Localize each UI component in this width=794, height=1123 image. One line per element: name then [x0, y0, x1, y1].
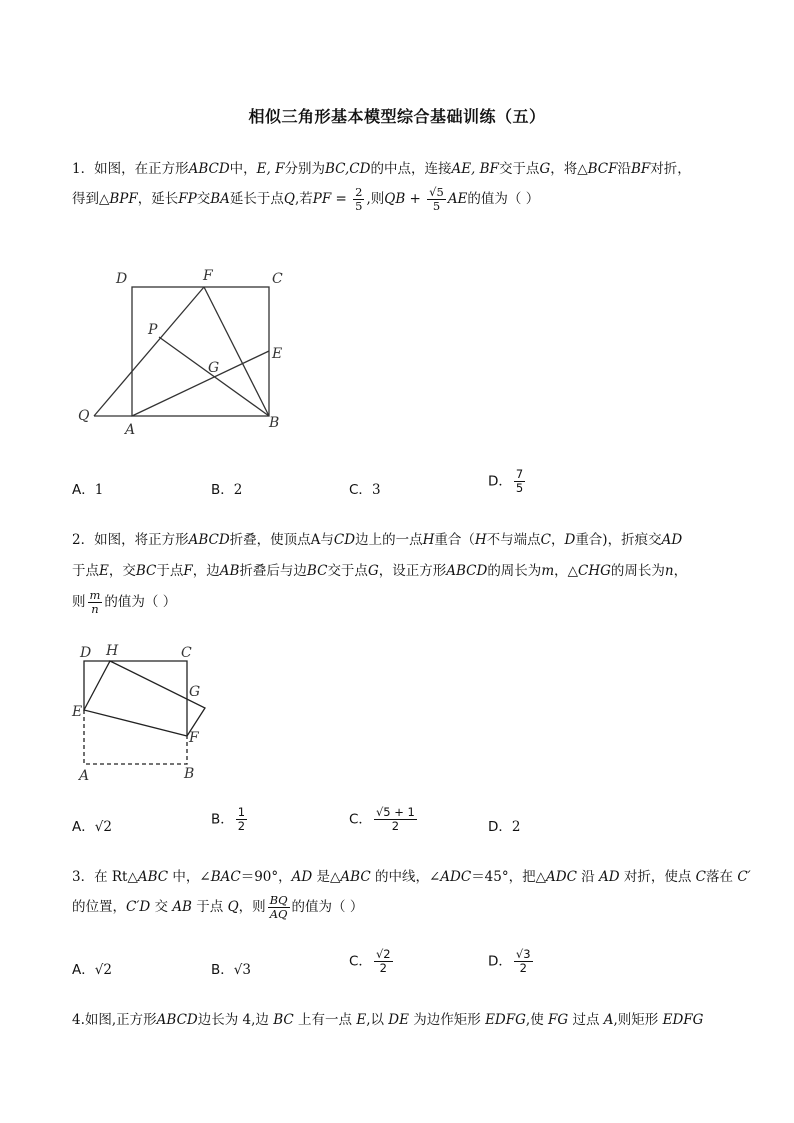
- q3-option-b[interactable]: B．√3: [211, 962, 251, 978]
- fraction: $\frac{m}{n}$: [89, 588, 101, 617]
- segment-qf: [94, 287, 204, 416]
- label-c: C: [181, 645, 192, 661]
- square-top: [84, 661, 187, 736]
- square-abcd: [132, 287, 269, 416]
- label-c: C: [272, 271, 283, 287]
- q2-line2: 于点E，交BC于点F，边AB折叠后与边BC交于点G，设正方形ABCD的周长为m，△CHG的周长为n，: [72, 563, 688, 579]
- q3-option-c[interactable]: C． $\frac{√2}{2}$: [349, 947, 391, 976]
- q1-line1: 1．如图，在正方形ABCD中，E, F分别为BC,CD的中点，连接AE, BF交于点G，将△BCF沿BF对折，: [72, 161, 691, 177]
- label-f: F: [203, 268, 213, 284]
- label-p: P: [148, 322, 158, 338]
- label-d: D: [116, 271, 128, 287]
- q1-figure: [70, 262, 300, 442]
- label-g: G: [208, 360, 220, 376]
- q1-option-b[interactable]: B．2: [211, 482, 243, 498]
- label-g: G: [189, 684, 201, 700]
- q3-option-a[interactable]: A．√2: [72, 962, 112, 978]
- page-title: 相似三角形基本模型综合基础训练（五）: [248, 107, 546, 126]
- segment-ae: [132, 351, 269, 416]
- fraction: $\frac{2}{5}$: [355, 185, 363, 214]
- q1-line2: 得到△BPF，延长FP交BA延长于点Q,若PF = $\frac{2}{5}$ ,则QB + $\frac{√5}{5}$ AE的值为（ ）: [72, 185, 540, 214]
- label-e: E: [72, 704, 83, 720]
- q2-line3: 则 $\frac{m}{n}$ 的值为（ ）: [72, 588, 177, 617]
- q3-line2: 的位置，C′D 交 AB 于点 Q，则 $\frac{BQ}{AQ}$ 的值为（ ）: [72, 893, 364, 922]
- q2-figure: [70, 640, 220, 785]
- q1-option-a[interactable]: A．1: [72, 482, 104, 498]
- q2-option-d[interactable]: D．2: [488, 819, 521, 835]
- fraction: $\frac{√5}{5}$: [429, 185, 444, 214]
- q2-option-c[interactable]: C． $\frac{√5 + 1}{2}$: [349, 805, 415, 834]
- q2-option-a[interactable]: A．√2: [72, 819, 112, 835]
- label-q: Q: [78, 408, 90, 424]
- q3-line1: 3．在 Rt△ABC 中，∠BAC＝90°，AD 是△ABC 的中线，∠ADC＝45°，把△ADC 沿 AD 对折，使点 C落在 C′: [72, 869, 751, 885]
- dashed-original: [84, 710, 187, 764]
- q2-option-b[interactable]: B． $\frac{1}{2}$: [211, 805, 246, 834]
- label-e: E: [272, 346, 283, 362]
- label-f: F: [189, 730, 199, 746]
- q1-option-d[interactable]: D． $\frac{7}{5}$: [488, 467, 524, 496]
- label-a: A: [125, 422, 136, 438]
- q4-line1: 4.如图,正方形ABCD边长为 4,边 BC 上有一点 E,以 DE 为边作矩形 EDFG,使 FG 过点 A,则矩形 EDFG: [72, 1012, 704, 1028]
- fraction: $\frac{BQ}{AQ}$: [269, 893, 288, 922]
- label-d: D: [80, 645, 92, 661]
- label-b: B: [184, 766, 195, 782]
- segment-fb: [204, 287, 269, 416]
- q2-line1: 2．如图，将正方形ABCD折叠，使顶点A与CD边上的一点H重合（H不与端点C，D重合)，折痕交AD: [72, 532, 683, 548]
- q3-option-d[interactable]: D． $\frac{√3}{2}$: [488, 947, 531, 976]
- segment-pb: [159, 337, 269, 416]
- label-a: A: [79, 768, 90, 784]
- label-b: B: [269, 415, 280, 431]
- q1-option-c[interactable]: C．3: [349, 482, 381, 498]
- label-h: H: [106, 643, 119, 659]
